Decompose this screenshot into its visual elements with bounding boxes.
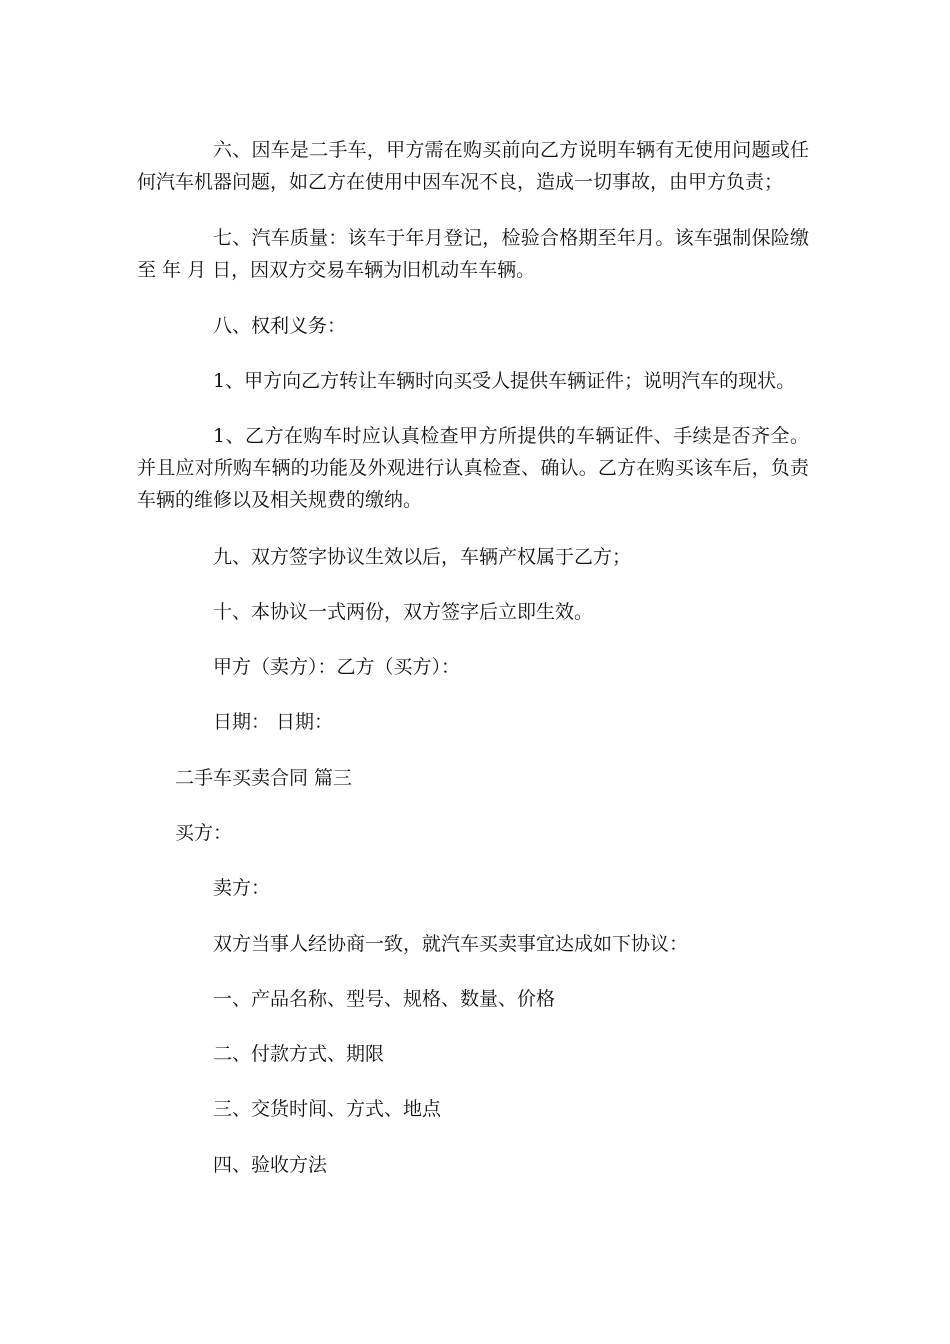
item-1-product: 一、产品名称、型号、规格、数量、价格 — [213, 988, 556, 1010]
item-4-acceptance: 四、验收方法 — [213, 1154, 328, 1176]
clause-8-heading: 八、权利义务： — [213, 315, 347, 337]
signature-parties-line: 甲方（卖方）：乙方（买方）： — [213, 656, 461, 678]
clause-8-item-1: 1、甲方向乙方转让车辆时向买受人提供车辆证件；说明汽车的现状。 — [213, 370, 796, 392]
signature-date-line: 日期： 日期： — [213, 711, 334, 733]
section-title-part-3: 二手车买卖合同 篇三 — [175, 767, 353, 789]
item-3-delivery: 三、交货时间、方式、地点 — [213, 1098, 442, 1120]
clause-8-item-2: 1、乙方在购车时应认真检查甲方所提供的车辆证件、手续是否齐全。并且应对所购车辆的功能及外观进行认真检查、确认。乙方在购买该车后，负责车辆的维修以及相关规费的缴纳。 — [137, 425, 809, 511]
clause-9: 九、双方签字协议生效以后，车辆产权属于乙方； — [213, 546, 632, 568]
clause-7: 七、汽车质量：该车于年月登记，检验合格期至年月。该车强制保险缴至 年 月 日，因双方交易车辆为旧机动车车辆。 — [137, 227, 809, 281]
clause-10: 十、本协议一式两份，双方签字后立即生效。 — [213, 601, 594, 623]
agreement-intro: 双方当事人经协商一致，就汽车买卖事宜达成如下协议： — [213, 933, 689, 955]
seller-line: 卖方： — [213, 877, 271, 899]
item-2-payment: 二、付款方式、期限 — [213, 1043, 385, 1065]
buyer-line: 买方： — [175, 822, 233, 844]
clause-6: 六、因车是二手车，甲方需在购买前向乙方说明车辆有无使用问题或任何汽车机器问题，如乙方在使用中因车况不良，造成一切事故，由甲方负责； — [137, 139, 809, 193]
